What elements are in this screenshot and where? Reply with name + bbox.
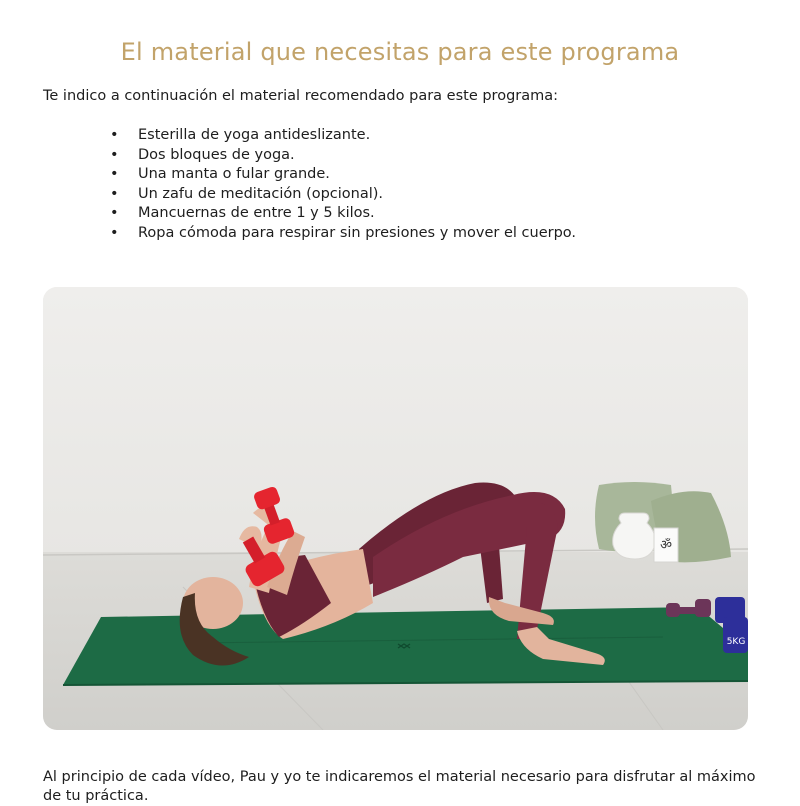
bullet: • [110,166,119,182]
vase [613,513,656,559]
list-item-text: Una manta o fular grande. [138,166,330,182]
om-symbol: ॐ [660,538,672,553]
bullet: • [110,205,119,221]
footer-text: Al principio de cada vídeo, Pau y yo te indicaremos el material necesario para disfrutar al máximo de tu práctica. [43,769,756,804]
list-item [110,204,576,224]
bullet: • [110,185,119,202]
yoga-mat [63,607,748,685]
yoga-photo-illustration [43,287,748,730]
list-item [110,126,576,146]
bullet: • [110,127,119,143]
list-item-text: Dos bloques de yoga. [138,146,295,163]
list-item [110,146,576,166]
page-title: El material que necesitas para este programa [120,38,680,66]
yoga-photo [43,287,748,730]
list-item [110,185,576,205]
intro-text: Te indico a continuación el material recomendado para este programa: [43,88,559,104]
list-item-text: Mancuernas de entre 1 y 5 kilos. [138,205,375,221]
bullet: • [110,146,119,163]
bullet: • [110,224,119,241]
materials-list [110,126,576,243]
list-item-text: Esterilla de yoga antideslizante. [138,127,371,143]
list-item [110,165,576,185]
list-item-text: Ropa cómoda para respirar sin presiones y mover el cuerpo. [138,224,577,241]
dumbbell-label: 5KG [726,637,746,647]
list-item [110,224,576,244]
list-item-text: Un zafu de meditación (opcional). [138,185,384,202]
